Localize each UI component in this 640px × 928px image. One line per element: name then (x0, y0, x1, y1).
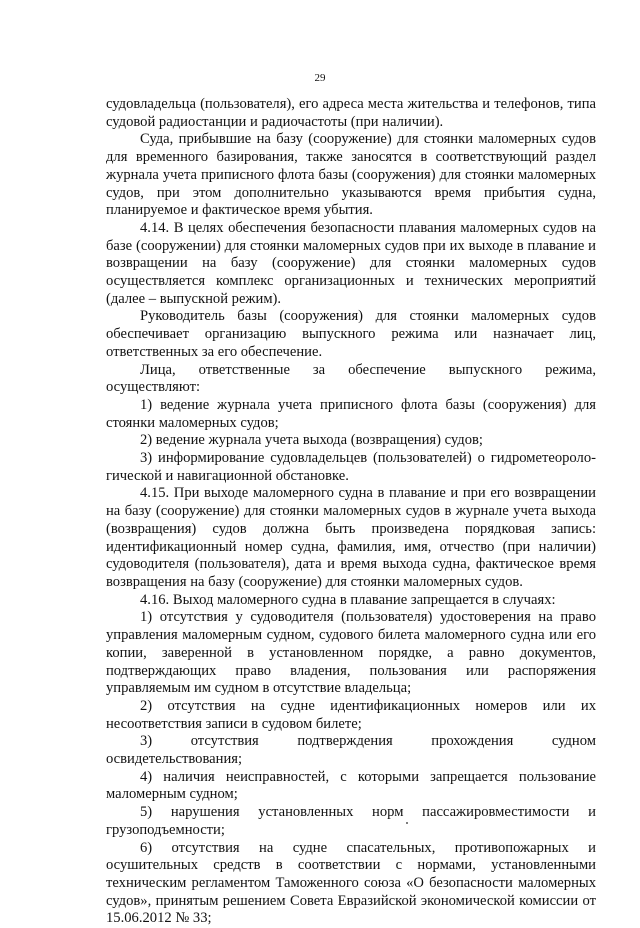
paragraph: Руководитель базы (сооружения) для стоянки маломерных судов обеспечивает организацию выпускного режима или назначает лиц, ответственных за его обеспечение. (106, 308, 596, 360)
section-4-15: 4.15. При выходе маломерного судна в плавание и при его возвращении на базу (сооружение) для стоянки маломерных судов в журнале учета выхода (возвращения) судов должна быть произведена порядковая запись: идентификационный номер судна, фамилия, имя, отчество (при наличии) судоводителя (пользователя), дата и время выхода судна, фактическое время возвращения на базу (сооружение) для стоянки маломерных судов. (106, 485, 596, 590)
page-number: 29 (314, 72, 326, 84)
section-4-16: 4.16. Выход маломерного судна в плавание запрещается в случаях: (140, 591, 556, 608)
list-item: 5) нарушения установленных норм пассажировместимости и грузоподъемности; (106, 804, 596, 838)
list-item: 4) наличия неисправностей, с которыми запрещается пользование маломерным судном; (106, 768, 596, 803)
list-item: 2) отсутствия на судне идентификационных номеров или их несоответствия записи в судовом билете; (106, 697, 596, 732)
list-item: 2) ведение журнала учета выхода (возвращения) судов; (140, 432, 483, 449)
document-body (106, 96, 596, 928)
list-item: 1) отсутствия у судоводителя (пользователя) удостоверения на право управления маломерным судном, судового билета маломерного судна или его копии, заверенной в установленном порядке, а равно документов, подтверждающих право владения, пользования или распоряжения управляемым им судном в отсутствие владельца; (106, 609, 596, 697)
paragraph: Суда, прибывшие на базу (сооружение) для стоянки маломерных судов для временного базирования, также заносятся в соответствующий раздел журнала учета приписного флота базы (сооружения) для стоянки маломерных судов, при этом дополнительно указываются время прибытия судна, планируемое и фактическое время убытия. (106, 131, 596, 219)
section-4-14: 4.14. В целях обеспечения безопасности плавания маломерных судов на базе (сооружении) для стоянки маломерных судов при их выходе в плавание и возвращении на базу (сооружение) для стоянки маломерных судов осуществляется комплекс организационных и технических мероприятий (далее – выпускной режим). (106, 219, 596, 307)
paragraph: судовладельца (пользователя), его адреса места жительства и телефонов, типа судовой радиостанции и радиочастоты (при наличии). (106, 96, 596, 130)
list-item: 1) ведение журнала учета приписного флота базы (сооружения) для стоянки маломерных судов; (106, 396, 596, 431)
list-item: 3) информирование судовладельцев (пользователей) о гидрометеорологической и навигационной обстановке. (106, 450, 596, 484)
list-item: 3) отсутствия подтверждения прохождения судном освидетельствования; (106, 733, 596, 768)
scan-dot (406, 822, 408, 824)
list-item: 6) отсутствия на судне спасательных, противопожарных и осушительных средств в соответствии с нормами, установленными техническим регламентом Таможенного союза «О безопасности маломерных судов», принятым решением Совета Евразийской экономической комиссии от 15.06.2012 № 33; (106, 839, 596, 927)
paragraph: Лица, ответственные за обеспечение выпускного режима, осуществляют: (106, 361, 596, 396)
